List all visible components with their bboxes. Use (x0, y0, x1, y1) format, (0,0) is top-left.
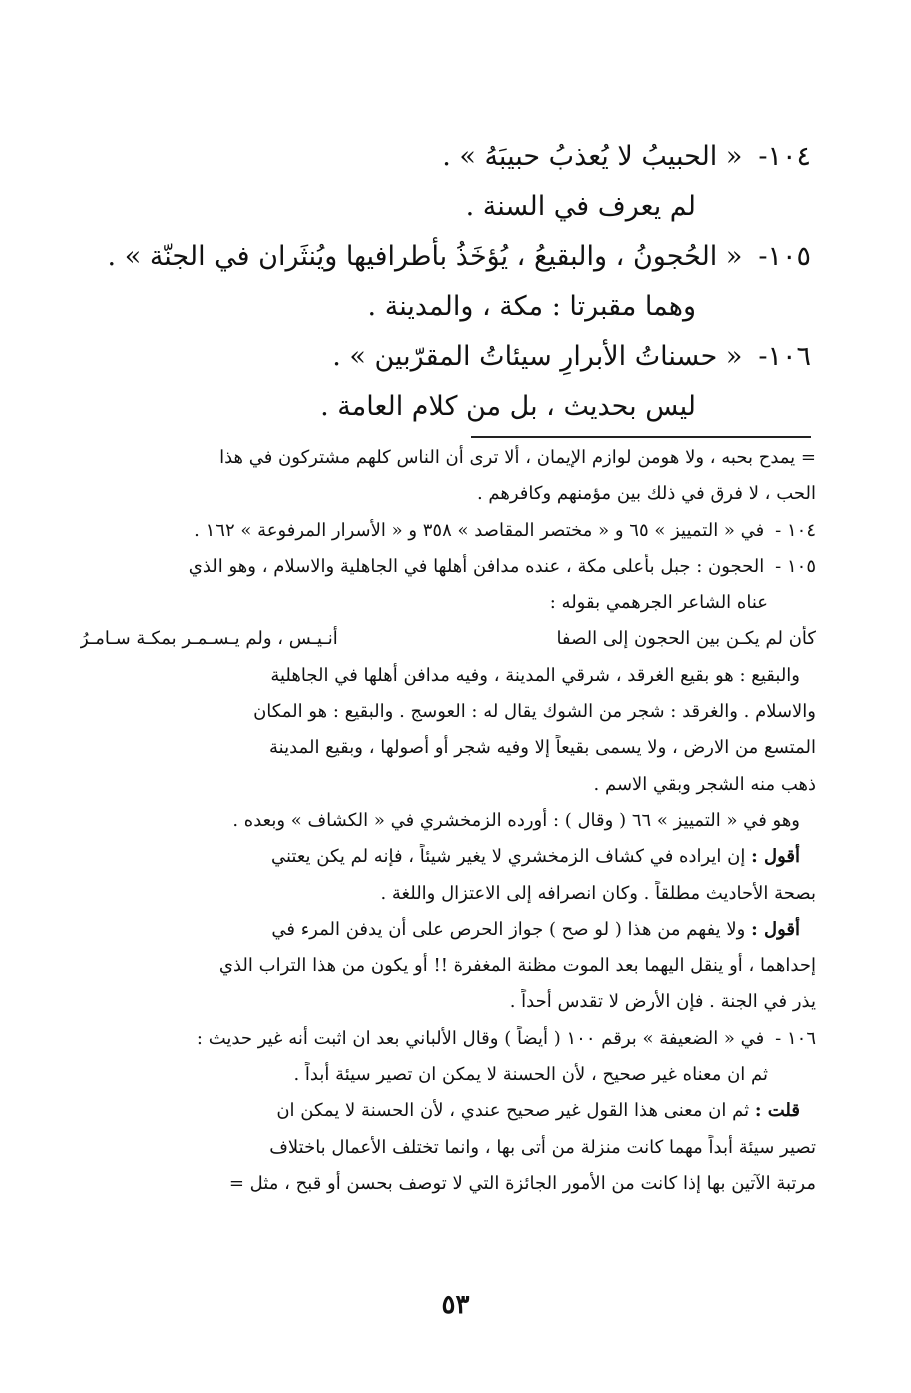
footnote-line: ذهب منه الشجر وبقي الاسم . (593, 773, 816, 795)
entry-106 (80, 340, 811, 390)
footnote-106 (80, 1026, 816, 1062)
footnote-line: بصحة الأحاديث مطلقاً . وكان انصرافه إلى الاعتزال واللغة . (380, 882, 816, 904)
qult-label: قلت : (754, 1100, 800, 1122)
footnote-line: ثم ان معناه غير صحيح ، لأن الحسنة لا يمكن ان تصير سيئة أبداً . (293, 1064, 768, 1086)
entry-106-comment: ليس بحديث ، بل من كلام العامة . (320, 391, 696, 422)
footnote-105 (80, 554, 816, 590)
footnote-aqul-1 (80, 844, 816, 880)
footnote-line: المتسع من الارض ، ولا يسمى بقيعاً إلا وفيه شجر أو أصولها ، وبقيع المدينة (269, 737, 816, 759)
footnote-text: الحجون : جبل بأعلى مكة ، عنده مدافن أهلها في الجاهلية والاسلام ، وهو الذي (188, 555, 765, 577)
entry-number: ١٠٤- (758, 141, 811, 172)
entry-number: ١٠٥- (758, 241, 811, 272)
footnote-text: ثم ان معنى هذا القول غير صحيح عندي ، لأن الحسنة لا يمكن ان (276, 1100, 755, 1122)
entry-text: « الحبيبُ لا يُعذبُ حبيبَهُ » . (442, 141, 743, 172)
footnote-text: في « الضعيفة » برقم ١٠٠ ( أيضاً ) وقال الألباني بعد ان اثبت أنه غير حديث : (196, 1027, 765, 1049)
entry-number: ١٠٦- (758, 341, 811, 372)
footnote-text: إن ايراده في كشاف الزمخشري لا يغير شيئاً ، فإنه لم يكن يعتني (270, 846, 752, 868)
footnote-line: وهو في « التمييز » ٦٦ ( وقال ) : أورده الزمخشري في « الكشاف » وبعده . (232, 809, 800, 831)
poetry-verse (80, 626, 816, 662)
footnote-aqul-2 (80, 917, 816, 953)
aqul-label: أقول : (751, 846, 800, 868)
footnote-line: = يمدح بحبه ، ولا هومن لوازم الإيمان ، ألا ترى أن الناس كلهم مشتركون في هذا (219, 447, 816, 468)
footnote-line: مرتبة الآتين بها إذا كانت من الأمور الجائزة التي لا توصف بحسن أو قبح ، مثل = (228, 1172, 816, 1194)
footnote-qult (80, 1098, 816, 1134)
footnote-line: تصير سيئة أبداً مهما كانت منزلة من أتى بها ، وانما تختلف الأعمال باختلاف (269, 1136, 816, 1158)
verse-first-hemistich: كأن لم يكـن بين الحجون إلى الصفا (556, 628, 816, 650)
page-number: ٥٣ (441, 1290, 470, 1320)
footnote-line: والاسلام . والغرقد : شجر من الشوك يقال له : العوسج . والبقيع : هو المكان (253, 701, 816, 723)
footnote-number: ١٠٤ - (775, 519, 816, 541)
footnote-line: إحداهما ، أو ينقل اليهما بعد الموت مظنة المغفرة !! أو يكون من هذا التراب الذي (218, 955, 816, 977)
footnote-104 (80, 518, 816, 554)
entry-text: « الحُجونُ ، والبقيعُ ، يُؤخَذُ بأطرافيها ويُنثَران في الجنّة » . (107, 241, 743, 272)
entry-105-comment: وهما مقبرتا : مكة ، والمدينة . (367, 291, 696, 322)
footnote-line: يذر في الجنة . فإن الأرض لا تقدس أحداً . (509, 991, 816, 1013)
footnote-line: الحب ، لا فرق في ذلك بين مؤمنهم وكافرهم . (476, 483, 816, 505)
footnote-line: عناه الشاعر الجرهمي بقوله : (549, 592, 768, 614)
footnotes (80, 445, 816, 1207)
footnote-text: ولا يفهم من هذا ( لو صح ) جواز الحرص على أن يدفن المرء في (271, 918, 752, 940)
footnote-text: في « التمييز » ٦٥ و « مختصر المقاصد » ٣٥٨ و « الأسرار المرفوعة » ١٦٢ . (194, 519, 765, 541)
footnote-number: ١٠٦ - (775, 1027, 816, 1049)
aqul-label: أقول : (751, 918, 800, 940)
footnote-divider (471, 436, 811, 438)
verse-second-hemistich: أنـيـس ، ولم يـسـمـر بمكـة سـامـرُ (80, 628, 338, 650)
entry-105 (80, 240, 811, 290)
main-text (80, 140, 811, 440)
entry-104 (80, 140, 811, 190)
entry-104-comment: لم يعرف في السنة . (465, 191, 696, 222)
footnote-line: والبقيع : هو بقيع الغرقد ، شرقي المدينة ، وفيه مدافن أهلها في الجاهلية (270, 664, 800, 686)
footnote-number: ١٠٥ - (775, 555, 816, 577)
entry-text: « حسناتُ الأبرارِ سيئاتُ المقرّبين » . (332, 341, 743, 372)
